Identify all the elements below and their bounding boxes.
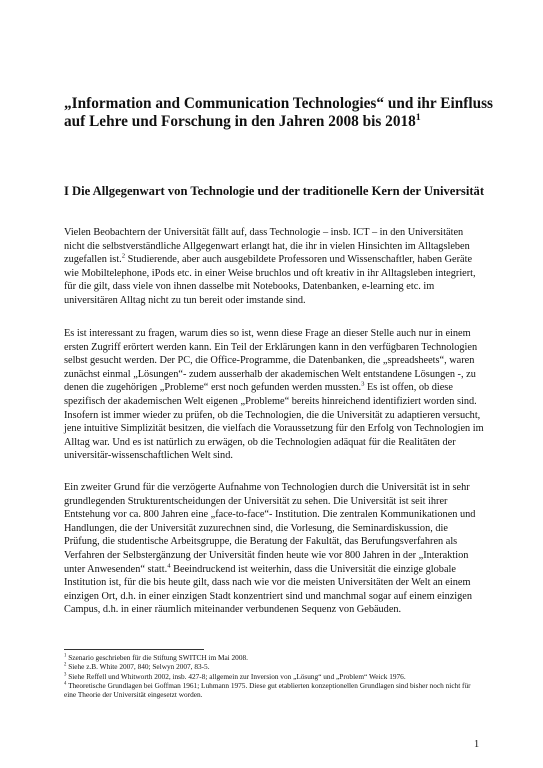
paragraph-text: Studierende, aber auch ausgebildete Professoren und Wissenschaftler, haben Geräte wie Mobiltelephone, iPods etc. in einer Weise bruchlos und oft kreativ in ihr Alltagsleben integriert, für die gilt, dass viele von ihnen dasselbe mit Notebooks, Datenbanken, e-learning etc. im universitären Alltag nicht zu tun bereit oder imstande sind. (64, 254, 476, 306)
paragraph-text: Es ist interessant zu fragen, warum dies so ist, wenn diese Frage an dieser Stelle auch nur in einem ersten Zugriff erörtert werden kann. Ein Teil der Erklärungen kann in den verfügbaren Technologien selbst gesucht werden. Der PC, die Office-Programme, die Datenbanken, die „spreadsheets“, waren zunächst einmal „Lösungen“- zudem ausserhalb der akademischen Welt entstandene Lösungen -, zu denen die zugehörigen „Probleme“ erst noch gefunden werden mussten. (64, 328, 478, 394)
footnote-marker: 3 (361, 380, 365, 388)
footnote (64, 672, 484, 681)
paragraph-text: Es ist offen, ob diese spezifisch der akademischen Welt eigenen „Probleme“ bereits hinreichend identifiziert worden sind. Insofern ist immer wieder zu prüfen, ob die Technologien, die die Universität zu adaptieren versucht, jene intuitive Simplizität besitzen, die vielfach die Voraussetzung für den Erfolg von Technologien im Alltag war. Und es ist natürlich zu erwägen, ob die Technologien adäquat für die Realitäten der universitär-wissenschaftlichen Welt sind. (64, 382, 484, 462)
footnote-text: Siehe z.B. White 2007, 840; Selwyn 2007, 83-5. (66, 662, 210, 672)
paragraph-text: Beeindruckend ist weiterhin, dass die Universität die einzige globale Institution ist, für die bis heute gilt, dass nach wie vor die meisten Universitäten der Welt an einem einzigen Ort, d.h. in einer einzigen Stadt konzentriert sind und manchmal sogar auf einem einzigen Campus, d.h. in einer räumlich miteinander verbundenen Sequenz von Gebäuden. (64, 563, 473, 616)
footnote-number: 1 (64, 653, 67, 659)
title-footnote-marker: 1 (415, 111, 421, 123)
footnote (64, 662, 484, 671)
paragraph-text: Ein zweiter Grund für die verzögerte Aufnahme von Technologien durch die Universität ist in sehr grundlegenden Strukturentscheidungen der Universität zu sehen. Die Universität ist seit ihrer Entstehung vor ca. 800 Jahren eine „face-to-face“- Institution. Die zentralen Kommunikationen und Handlungen, die der Universität zuzurechnen sind, die Vorlesung, die Seminardiskussion, die Prüfung, die studentische Arbeitsgruppe, die Beratung der Fakultät, das Berufungsverfahren als Verfahren der Selbstergänzung der Universität finden heute wie vor 800 Jahren in der „Interaktion unter Anwesenden“ statt. (64, 482, 476, 575)
footnote-text: Szenario geschrieben für die Stiftung SWITCH im Mai 2008. (66, 653, 248, 662)
footnote-divider (64, 649, 204, 650)
title-text: „Information and Communication Technologies“ und ihr Einfluss auf Lehre und Forschung in den Jahren 2008 bis 2018 (64, 95, 493, 130)
footnote-marker: 2 (121, 252, 126, 260)
footnote (64, 681, 484, 700)
paragraph-text: Vielen Beobachtern der Universität fällt auf, dass Technologie – insb. ICT – in den Universitäten nicht die selbstverständliche Allgegenwart erlangt hat, die ihr in vielen Hinsichten im Alltagsleben zugefallen ist. (64, 227, 470, 266)
page-number: 1 (474, 739, 480, 750)
body-paragraph (64, 327, 484, 463)
footnote-number: 4 (64, 681, 67, 687)
body-paragraph (64, 481, 484, 617)
footnote-text: Theoretische Grundlagen bei Goffman 1961; Luhmann 1975. Diese gut etablierten konzeptionellen Grundlagen sind bisher noch nicht für eine Theorie der Universität eingesetzt worden. (64, 680, 471, 700)
document-title (64, 95, 494, 131)
footnote-number: 2 (64, 662, 67, 668)
footnote-text: Siehe Reffell und Whitworth 2002, insb. 427-8; allgemein zur Inversion von „Lösung“ und „Problem“ Weick 1976. (66, 671, 406, 681)
footnote (64, 653, 484, 662)
body-paragraph (64, 226, 484, 308)
footnote-number: 3 (64, 672, 67, 678)
footnotes (64, 653, 484, 699)
section-heading: I Die Allgegenwart von Technologie und der traditionelle Kern der Universität (64, 184, 485, 198)
footnote-marker: 4 (167, 562, 171, 570)
